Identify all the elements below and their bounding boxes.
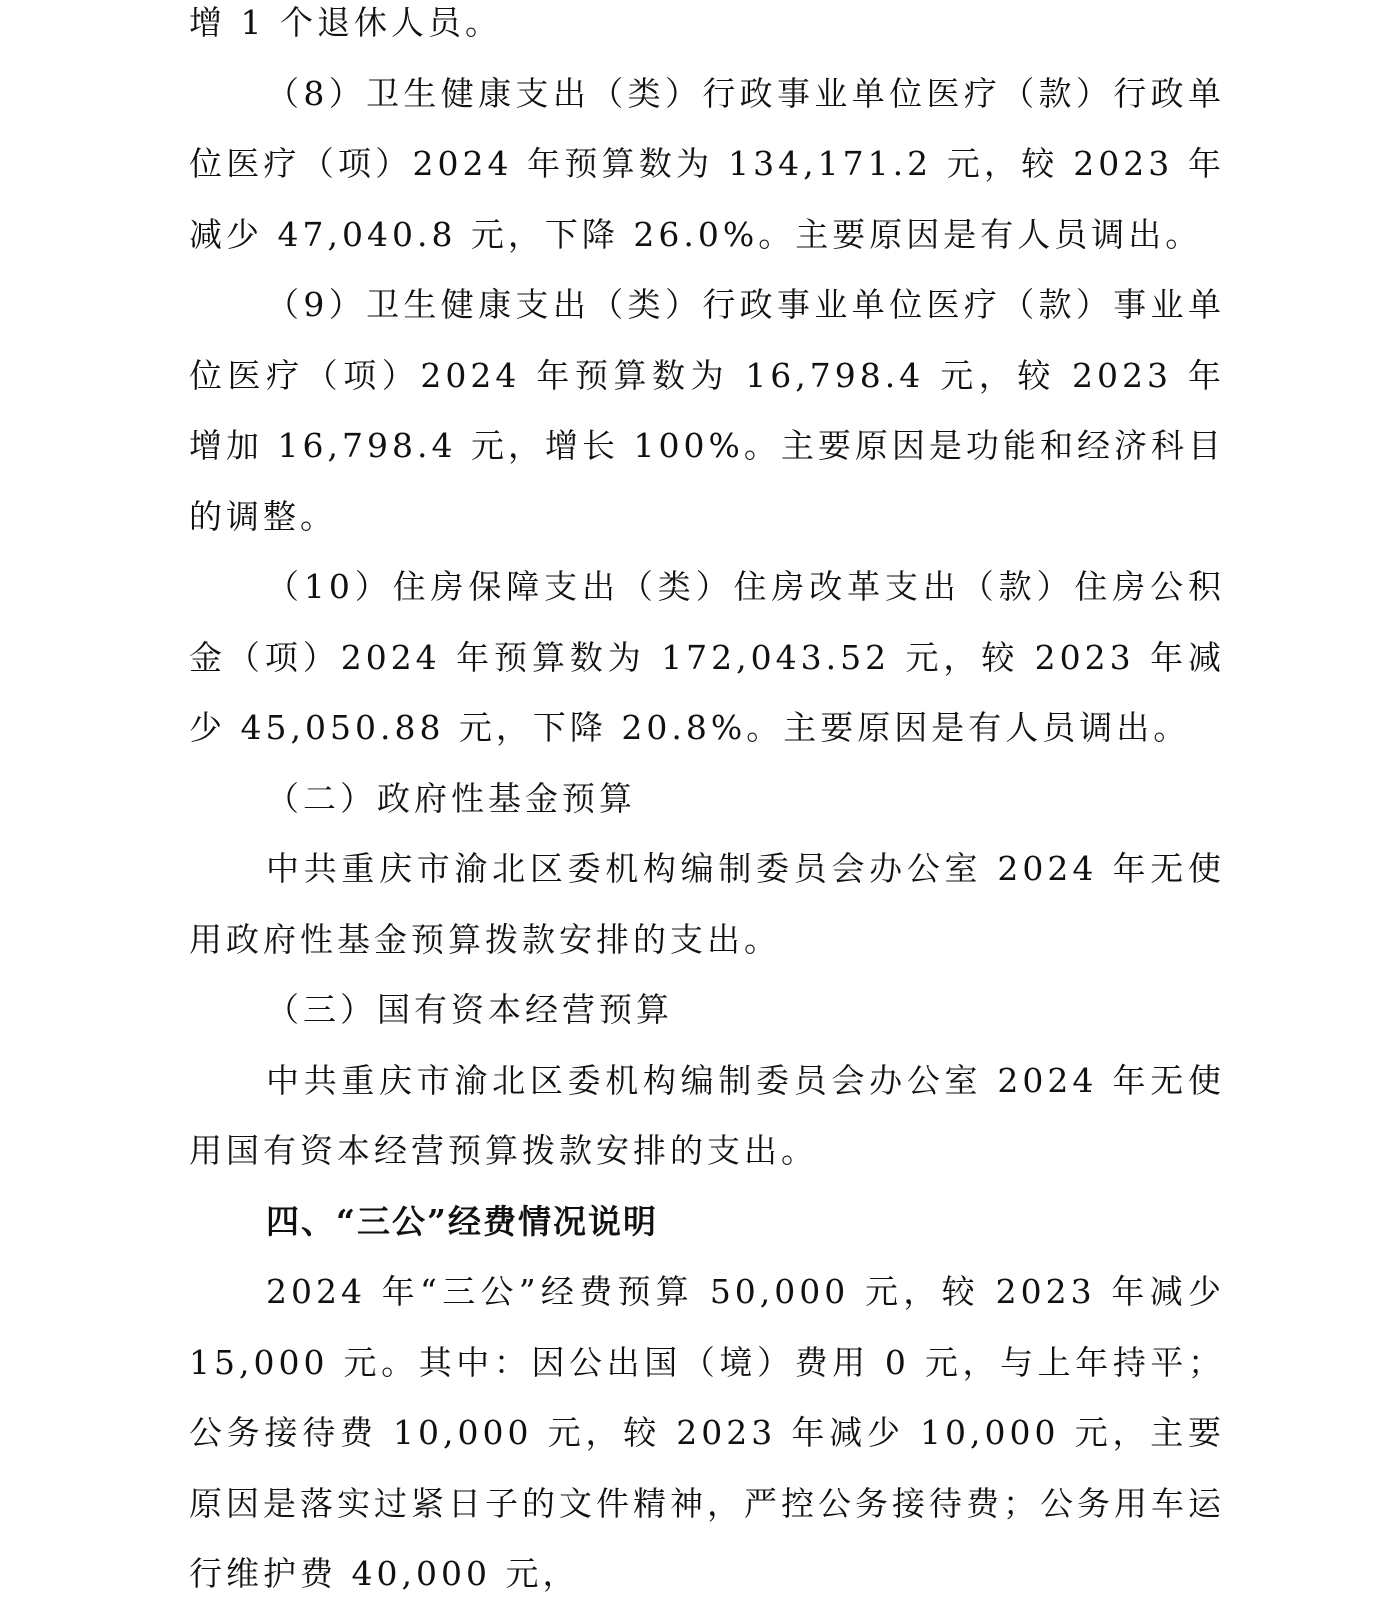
document-page [189, 0, 1225, 1610]
paragraph-item-9: （9）卫生健康支出（类）行政事业单位医疗（款）事业单位医疗（项）2024 年预算数为 16,798.4 元，较 2023 年增加 16,798.4 元，增长 100%。主要原因是功能和经济科目的调整。 [189, 285, 1225, 536]
paragraph-state-capital: 中共重庆市渝北区委机构编制委员会办公室 2024 年无使用国有资本经营预算拨款安排的支出。 [189, 1060, 1225, 1170]
paragraph-item-8: （8）卫生健康支出（类）行政事业单位医疗（款）行政单位医疗（项）2024 年预算数为 134,171.2 元，较 2023 年减少 47,040.8 元，下降 26.0%。主要原因是有人员调出。 [189, 73, 1225, 254]
paragraph-three-public-expenses: 2024 年“三公”经费预算 50,000 元，较 2023 年减少 15,000 元。其中：因公出国（境）费用 0 元，与上年持平；公务接待费 10,000 元，较 2023 年减少 10,000 元，主要原因是落实过紧日子的文件精神，严控公务接待费；公务用车运行维护费 40,000 元， [189, 1272, 1225, 1593]
paragraph-government-fund: 中共重庆市渝北区委机构编制委员会办公室 2024 年无使用政府性基金预算拨款安排的支出。 [189, 849, 1225, 959]
section-heading-three-public-expenses: 四、“三公”经费情况说明 [266, 1201, 658, 1241]
section-heading-state-capital: （三）国有资本经营预算 [266, 990, 673, 1029]
paragraph-item-10: （10）住房保障支出（类）住房改革支出（款）住房公积金（项）2024 年预算数为 172,043.52 元，较 2023 年减少 45,050.88 元，下降 20.8%。主要原因是有人员调出。 [189, 567, 1225, 747]
paragraph-continuation: 增 1 个退休人员。 [189, 3, 502, 42]
section-heading-government-fund: （二）政府性基金预算 [266, 778, 636, 818]
